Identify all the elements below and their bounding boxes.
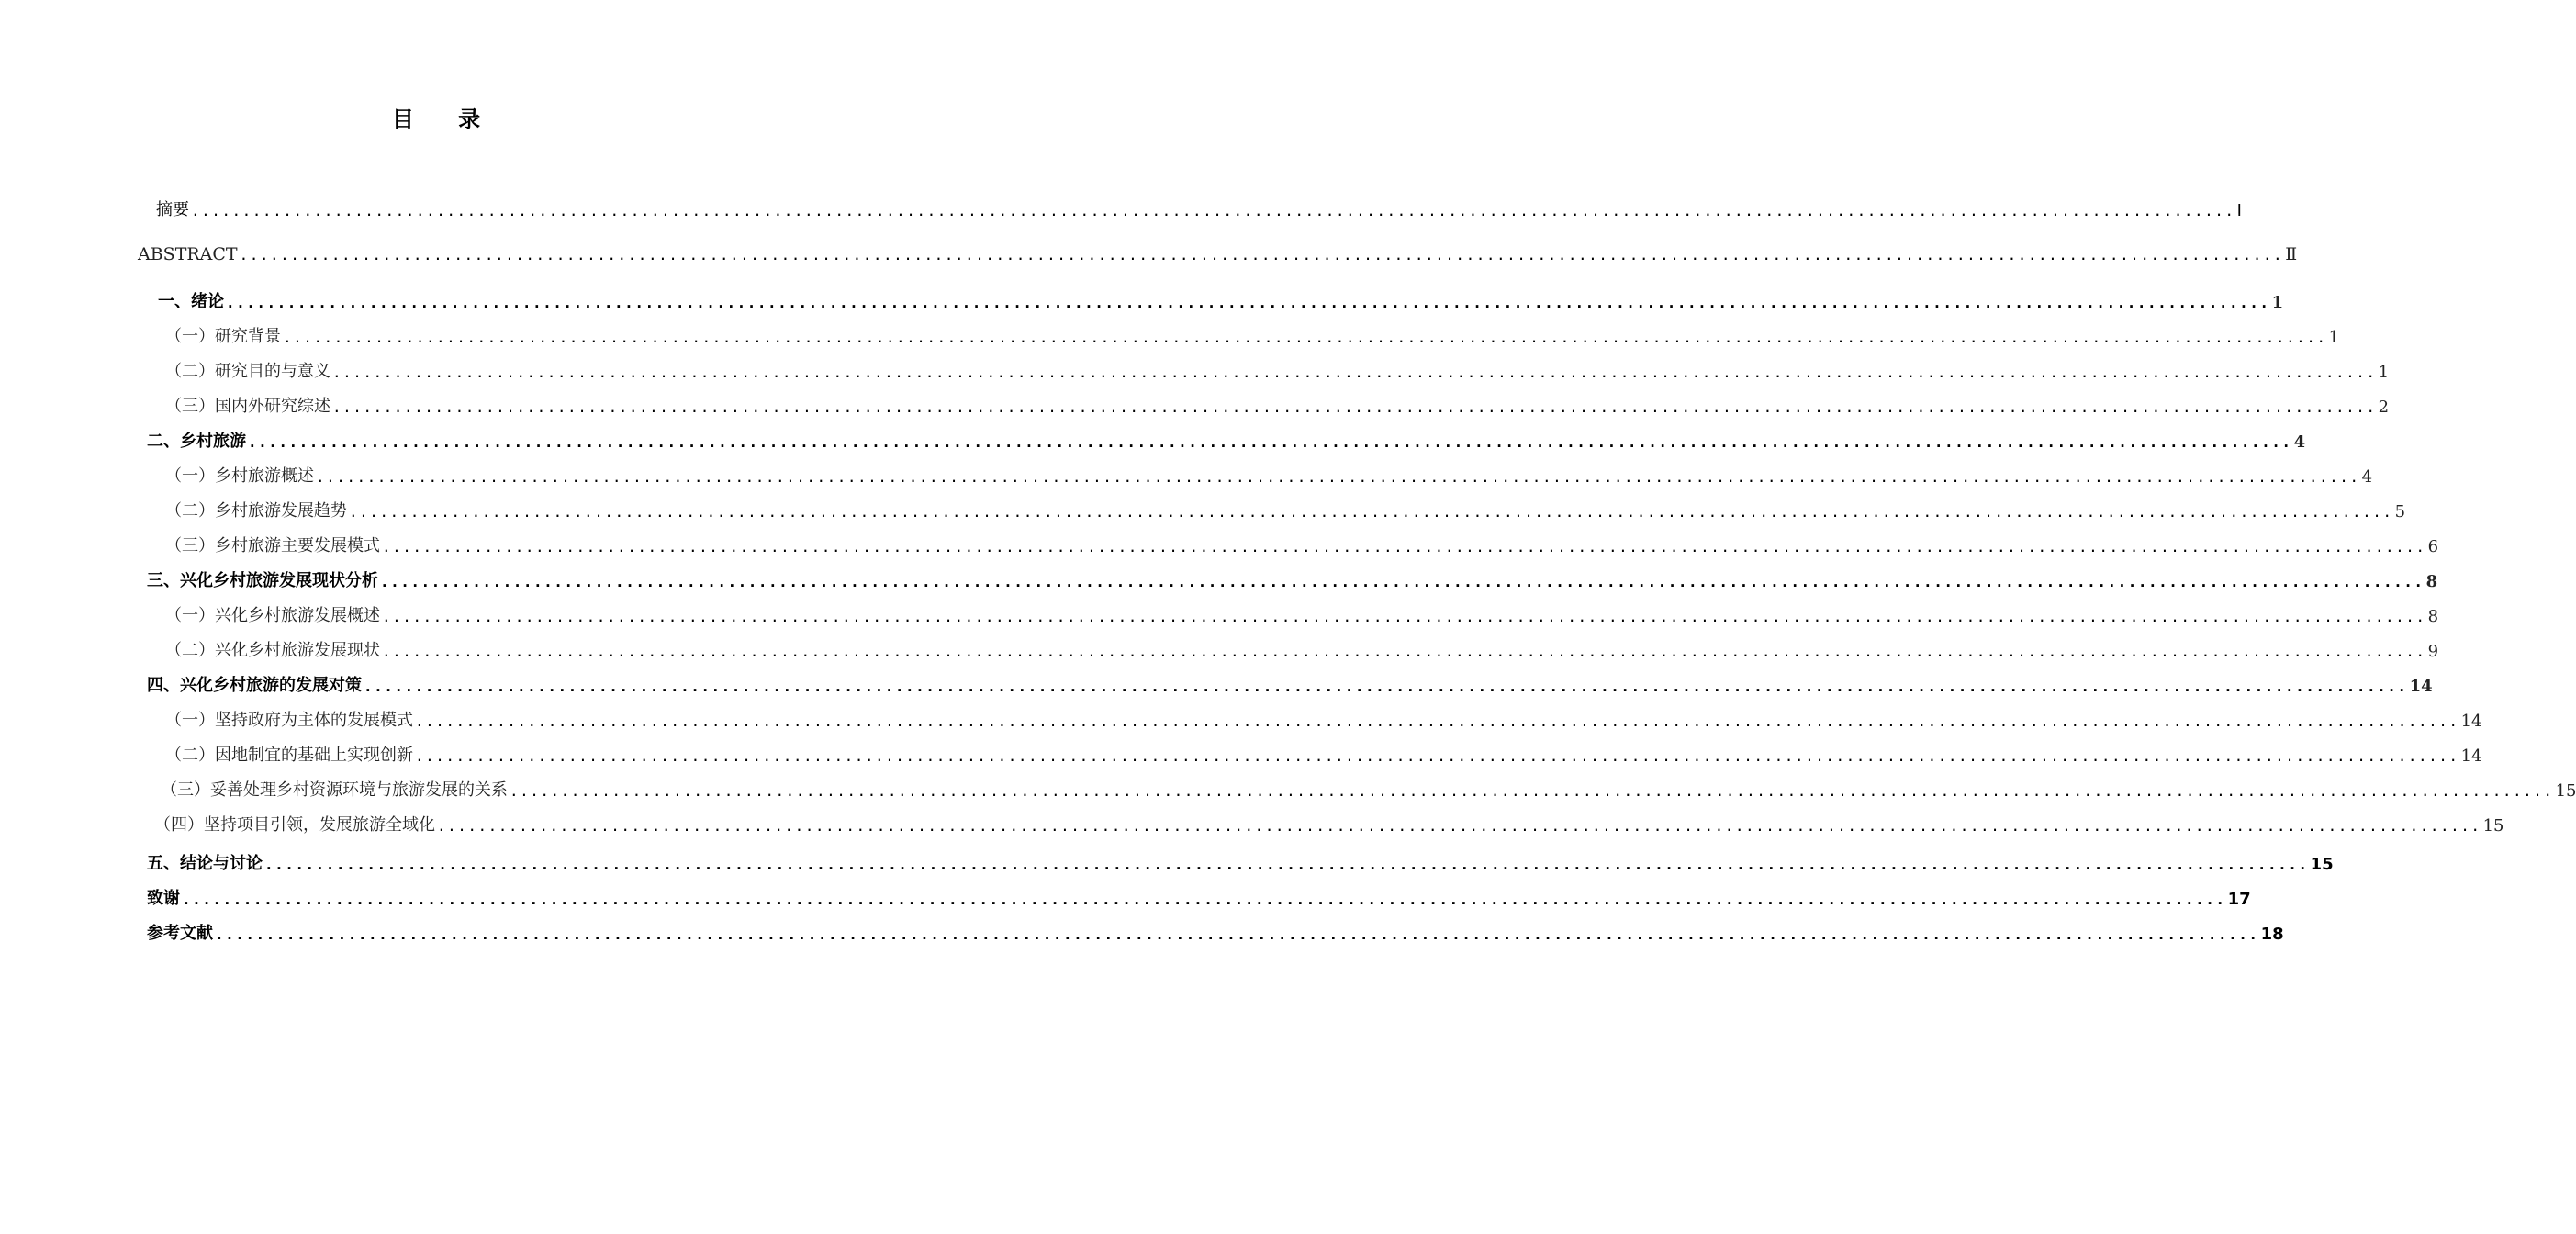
toc-entry-section-2-2 (165, 494, 2406, 522)
toc-leader-dots: ........................................................................................................................................................................................................ (382, 608, 2426, 625)
toc-entry-section-1-1 (165, 320, 2340, 347)
toc-entry-label: ABSTRACT (138, 244, 238, 264)
toc-leader-dots: ........................................................................................................................................................................................................ (226, 294, 2270, 311)
toc-entry-label: （二）乡村旅游发展趋势 (165, 501, 347, 521)
toc-leader-dots: ........................................................................................................................................................................................................ (415, 747, 2459, 765)
toc-leader-dots: ........................................................................................................................................................................................................ (182, 891, 2226, 908)
toc-entry-label: 参考文献 (147, 924, 213, 943)
toc-entry-label: （一）乡村旅游概述 (165, 466, 314, 486)
toc-leader-dots: ........................................................................................................................................................................................................ (510, 782, 2554, 800)
toc-entry-page: 1 (2378, 363, 2390, 382)
toc-leader-dots: ........................................................................................................................................................................................................ (191, 202, 2235, 219)
toc-entry-label: 一、绪论 (158, 292, 224, 311)
toc-entry-page: 1 (2328, 328, 2340, 347)
toc-leader-dots: ........................................................................................................................................................................................................ (332, 364, 2377, 381)
toc-entry-chapter-5 (147, 847, 2334, 874)
toc-entry-page: 2 (2378, 398, 2390, 417)
toc-leader-dots: ........................................................................................................................................................................................................ (283, 329, 2327, 346)
toc-leader-dots: ........................................................................................................................................................................................................ (316, 468, 2360, 486)
toc-entry-section-3-2 (165, 634, 2439, 661)
toc-entry-page: 1 (2271, 293, 2284, 312)
toc-title: 目 录 (391, 107, 499, 132)
toc-entry-label: （二）兴化乡村旅游发展现状 (165, 641, 380, 660)
toc-entry-abstract-en (138, 237, 2298, 264)
toc-entry-page: 14 (2460, 712, 2482, 731)
toc-entry-label: （三）国内外研究综述 (165, 397, 330, 416)
toc-entry-abstract-cn (156, 193, 2242, 220)
toc-entry-label: （三）乡村旅游主要发展模式 (165, 536, 380, 555)
toc-entry-label: （二）因地制宜的基础上实现创新 (165, 746, 413, 765)
toc-entry-page: 6 (2427, 537, 2439, 556)
toc-entry-page: 15 (2310, 855, 2334, 874)
toc-entry-chapter-2 (147, 424, 2306, 452)
toc-entry-label: 五、结论与讨论 (147, 854, 263, 873)
toc-entry-chapter-1 (158, 285, 2284, 312)
toc-entry-label: 摘要 (156, 200, 189, 219)
toc-entry-page: 9 (2427, 642, 2439, 661)
toc-entry-label: （二）研究目的与意义 (165, 362, 330, 381)
toc-entry-section-1-3 (165, 389, 2390, 417)
toc-leader-dots: ........................................................................................................................................................................................................ (248, 433, 2292, 451)
toc-entry-page: Ⅰ (2236, 201, 2242, 220)
toc-entry-section-4-4 (154, 808, 2504, 836)
toc-entry-chapter-3 (147, 564, 2438, 591)
toc-entry-label: （三）妥善处理乡村资源环境与旅游发展的关系 (161, 780, 508, 800)
toc-entry-acknowledgements (147, 881, 2251, 909)
toc-entry-label: （一）坚持政府为主体的发展模式 (165, 711, 413, 730)
toc-leader-dots: ........................................................................................................................................................................................................ (332, 398, 2377, 416)
toc-entry-page: 8 (2425, 572, 2438, 591)
toc-entry-label: （四）坚持项目引领，发展旅游全域化 (154, 815, 435, 835)
toc-entry-section-2-3 (165, 529, 2439, 556)
toc-entry-page: 14 (2409, 677, 2433, 696)
toc-entry-section-4-1 (165, 703, 2482, 731)
toc-entry-page: 5 (2394, 502, 2406, 522)
toc-leader-dots: ........................................................................................................................................................................................................ (380, 573, 2425, 590)
toc-entry-references (147, 916, 2284, 944)
toc-entry-page: 17 (2227, 890, 2251, 909)
toc-entry-page: 15 (2482, 816, 2504, 836)
toc-entry-label: 致谢 (147, 889, 180, 908)
toc-entry-section-4-3 (161, 773, 2576, 801)
toc-leader-dots: ........................................................................................................................................................................................................ (364, 678, 2408, 695)
toc-leader-dots: ........................................................................................................................................................................................................ (382, 643, 2426, 660)
toc-entry-page: 15 (2555, 781, 2576, 801)
toc-leader-dots: ........................................................................................................................................................................................................ (437, 817, 2481, 835)
toc-entry-section-1-2 (165, 354, 2390, 382)
toc-entry-page: 4 (2361, 467, 2373, 487)
toc-entry-section-4-2 (165, 738, 2482, 766)
toc-entry-page: 18 (2260, 925, 2284, 944)
toc-entry-section-2-1 (165, 459, 2373, 487)
toc-leader-dots: ........................................................................................................................................................................................................ (349, 503, 2393, 521)
toc-leader-dots: ........................................................................................................................................................................................................ (239, 246, 2284, 264)
toc-leader-dots: ........................................................................................................................................................................................................ (415, 712, 2459, 730)
toc-entry-page: 8 (2427, 607, 2439, 626)
toc-entry-label: 三、兴化乡村旅游发展现状分析 (147, 571, 378, 590)
toc-entry-page: 14 (2460, 746, 2482, 766)
toc-leader-dots: ........................................................................................................................................................................................................ (215, 926, 2259, 943)
toc-entry-label: 二、乡村旅游 (147, 432, 246, 451)
toc-entry-section-3-1 (165, 599, 2439, 626)
toc-entry-chapter-4 (147, 668, 2433, 696)
toc-entry-label: （一）研究背景 (165, 327, 281, 346)
toc-entry-label: 四、兴化乡村旅游的发展对策 (147, 676, 362, 695)
toc-leader-dots: ........................................................................................................................................................................................................ (382, 538, 2426, 555)
toc-entry-page: 4 (2293, 432, 2306, 452)
toc-leader-dots: ........................................................................................................................................................................................................ (264, 856, 2309, 873)
toc-entry-page: Ⅱ (2285, 244, 2298, 264)
toc-entry-label: （一）兴化乡村旅游发展概述 (165, 606, 380, 625)
